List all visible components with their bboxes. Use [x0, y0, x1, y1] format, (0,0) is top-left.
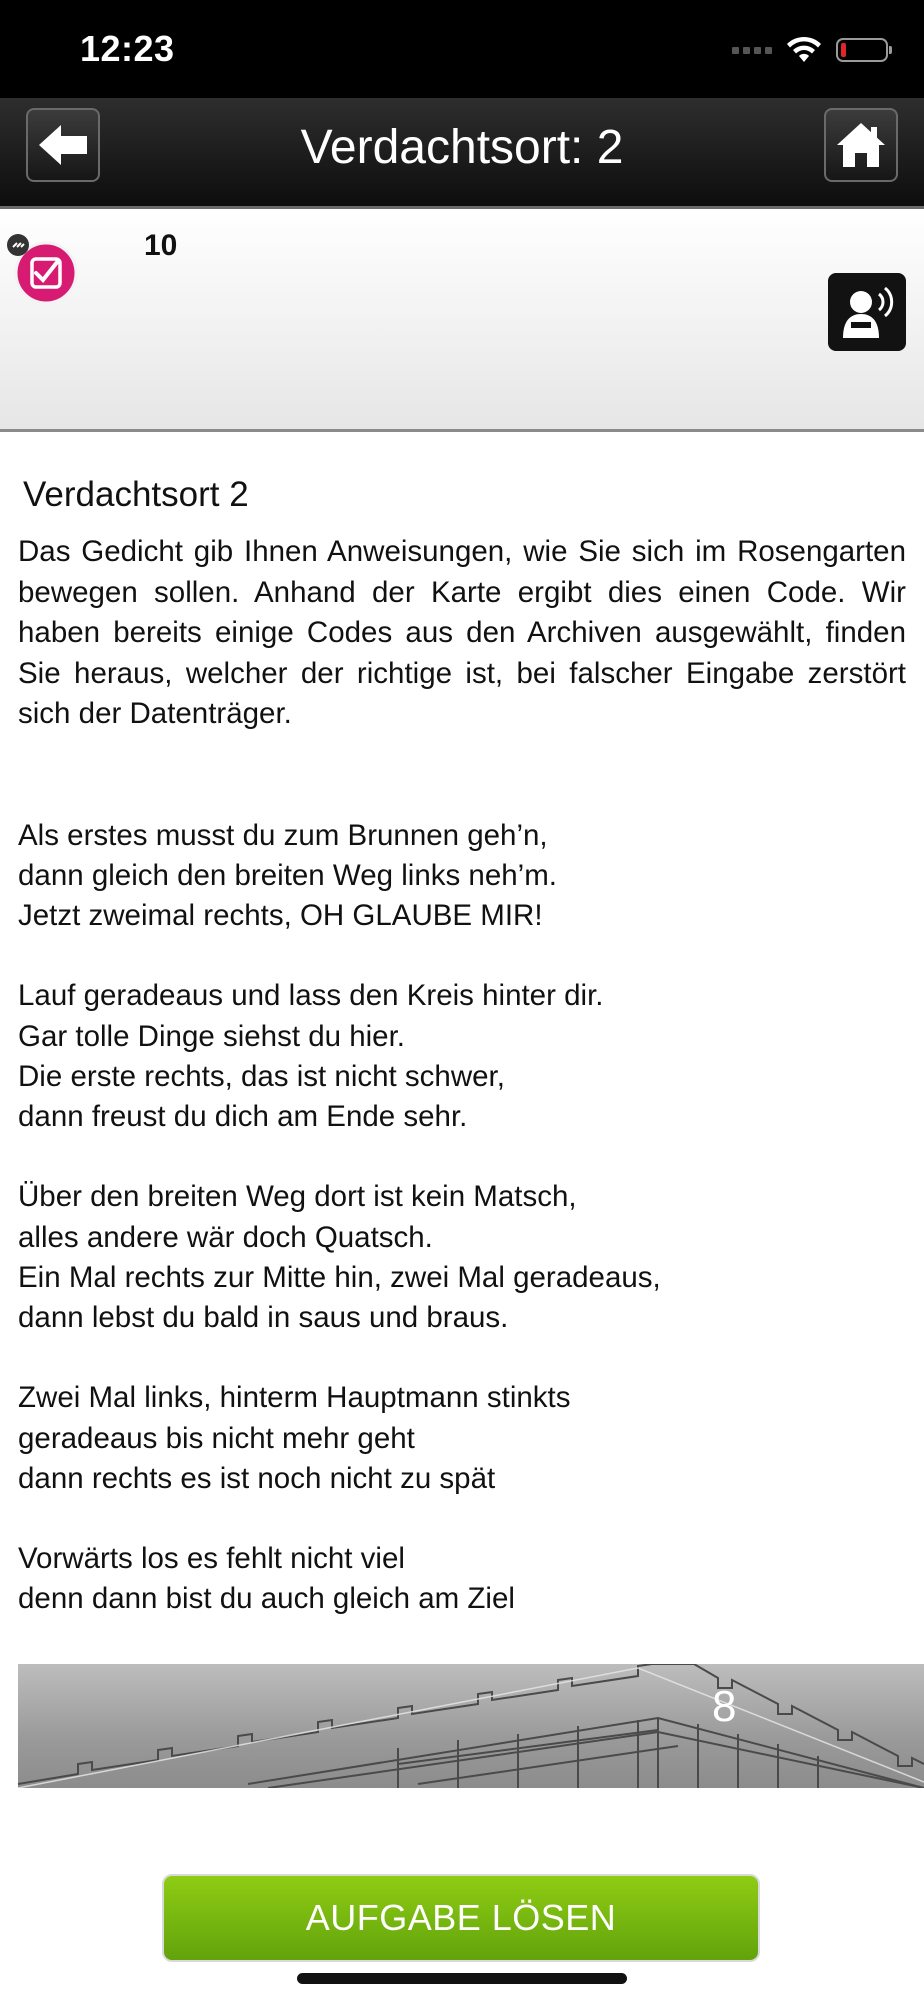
status-bar [0, 0, 924, 98]
audio-guide-icon [837, 282, 897, 342]
battery-level [841, 43, 846, 57]
poem-line: geradeaus bis nicht mehr geht [18, 1421, 415, 1455]
poem-line: dann lebst du bald in saus und braus. [18, 1300, 509, 1334]
poem-stanza [18, 816, 906, 937]
home-indicator[interactable] [297, 1973, 627, 1984]
poem-line: dann gleich den breiten Weg links neh’m. [18, 858, 557, 892]
poem-line: Lauf geradeaus und lass den Kreis hinter dir. [18, 979, 604, 1013]
poem-line: Jetzt zweimal rechts, OH GLAUBE MIR! [18, 898, 543, 932]
signal-icon [732, 47, 772, 54]
battery-icon [836, 38, 888, 62]
home-icon [835, 121, 887, 169]
map-image [18, 1664, 924, 1788]
page-title: Verdachtsort: 2 [300, 121, 624, 174]
map-drawing [18, 1664, 924, 1788]
audio-guide-button[interactable] [828, 273, 906, 351]
status-icons [732, 34, 888, 66]
solve-task-button[interactable]: AUFGABE LÖSEN [162, 1874, 760, 1962]
wifi-icon [786, 36, 822, 64]
map-marker-label: 8 [712, 1682, 737, 1731]
poem-line: Als erstes musst du zum Brunnen geh’n, [18, 818, 548, 852]
checkbox-task-icon [12, 239, 78, 305]
task-points: 10 [144, 229, 178, 262]
intro-text: Das Gedicht gib Ihnen Anweisungen, wie Sie sich im Rosengarten bewegen sollen. Anhand der Karte ergibt dies einen Code. Wir haben bereits einige Codes aus den Archiven ausgewählt, finden Sie heraus, welcher der richtige ist, bei falscher Eingabe zerstört sich der Datenträger. [18, 535, 906, 730]
poem-stanza [18, 976, 906, 1137]
poem-line: Zwei Mal links, hinterm Hauptmann stinkts [18, 1381, 571, 1415]
poem-stanza [18, 1539, 906, 1619]
poem-line: dann freust du dich am Ende sehr. [18, 1099, 468, 1133]
poem-line: Gar tolle Dinge siehst du hier. [18, 1019, 405, 1053]
poem-stanza [18, 1177, 906, 1338]
poem-line: alles andere wär doch Quatsch. [18, 1220, 433, 1254]
task-header [0, 209, 924, 432]
poem-line: Über den breiten Weg dort ist kein Matsch, [18, 1180, 577, 1214]
poem-line: denn dann bist du auch gleich am Ziel [18, 1582, 515, 1616]
poem-line: Ein Mal rechts zur Mitte hin, zwei Mal geradeaus, [18, 1260, 661, 1294]
poem [18, 816, 906, 1620]
content-title: Verdachtsort 2 [23, 475, 249, 514]
nav-bar [0, 98, 924, 209]
status-time: 12:23 [80, 28, 175, 69]
poem-stanza [18, 1378, 906, 1499]
poem-line: Vorwärts los es fehlt nicht viel [18, 1542, 405, 1576]
home-button[interactable] [824, 108, 898, 182]
poem-line: Die erste rechts, das ist nicht schwer, [18, 1059, 505, 1093]
task-content [18, 470, 906, 1660]
poem-line: dann rechts es ist noch nicht zu spät [18, 1461, 496, 1495]
